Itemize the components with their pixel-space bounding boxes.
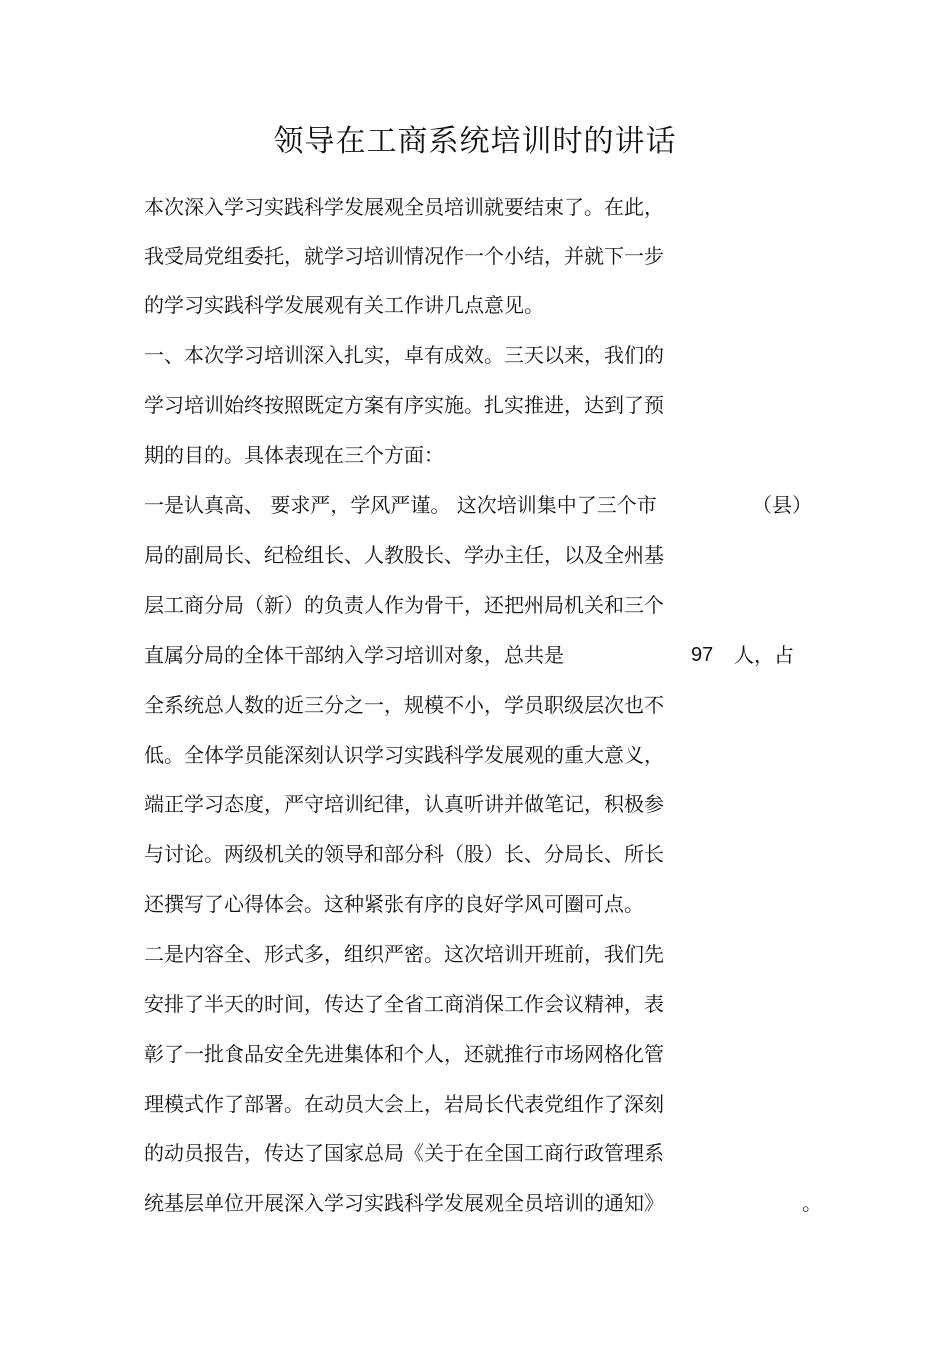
body-line-18: 彰了一批食品安全先进集体和个人，还就推行市场网格化管 <box>144 1042 664 1066</box>
body-line-7 <box>144 490 814 520</box>
body-line-4: 一、本次学习培训深入扎实，卓有成效。三天以来，我们的 <box>144 343 664 367</box>
body-line-12: 低。全体学员能深刻认识学习实践科学发展观的重大意义， <box>144 743 664 767</box>
body-line-7-text: 一是认真高、 要求严，学风严谨。 这次培训集中了三个市 <box>144 493 657 517</box>
body-line-15: 还撰写了心得体会。这种紧张有序的良好学风可圈可点。 <box>144 892 644 916</box>
body-line-16: 二是内容全、形式多，组织严密。这次培训开班前，我们先 <box>144 942 664 966</box>
body-line-5: 学习培训始终按照既定方案有序实施。扎实推进，达到了预 <box>144 393 664 417</box>
body-line-17: 安排了半天的时间，传达了全省工商消保工作会议精神，表 <box>144 992 664 1016</box>
body-line-19: 理模式作了部署。在动员大会上，岩局长代表党组作了深刻 <box>144 1092 664 1116</box>
body-line-21-text: 统基层单位开展深入学习实践科学发展观全员培训的通知》 <box>144 1191 664 1215</box>
body-line-21 <box>144 1188 834 1218</box>
body-line-8: 局的副局长、纪检组长、人教股长、学办主任，以及全州基 <box>144 543 664 567</box>
document-title: 领导在工商系统培训时的讲话 <box>273 124 677 159</box>
body-line-6: 期的目的。具体表现在三个方面： <box>144 443 444 467</box>
body-line-10 <box>144 640 814 670</box>
body-line-3: 的学习实践科学发展观有关工作讲几点意见。 <box>144 293 544 317</box>
body-line-21-tail: 。 <box>802 1191 822 1215</box>
body-line-2: 我受局党组委托，就学习培训情况作一个小结，并就下一步 <box>144 244 664 268</box>
body-line-14: 与讨论。两级机关的领导和部分科（股）长、分局长、所长 <box>144 842 664 866</box>
body-line-20: 的动员报告，传达了国家总局《关于在全国工商行政管理系 <box>144 1141 664 1165</box>
body-line-11: 全系统总人数的近三分之一，规模不小，学员职级层次也不 <box>144 693 664 717</box>
body-line-9: 层工商分局（新）的负责人作为骨干，还把州局机关和三个 <box>144 593 664 617</box>
body-line-10-tail: 人，占 <box>734 643 794 667</box>
body-line-10-text: 直属分局的全体干部纳入学习培训对象，总共是 <box>144 643 564 667</box>
body-line-13: 端正学习态度，严守培训纪律，认真听讲并做笔记，积极参 <box>144 792 664 816</box>
participant-count: 97 <box>691 644 714 666</box>
body-line-1: 本次深入学习实践科学发展观全员培训就要结束了。在此， <box>144 195 664 219</box>
body-line-7-tail: （县） <box>752 493 812 517</box>
